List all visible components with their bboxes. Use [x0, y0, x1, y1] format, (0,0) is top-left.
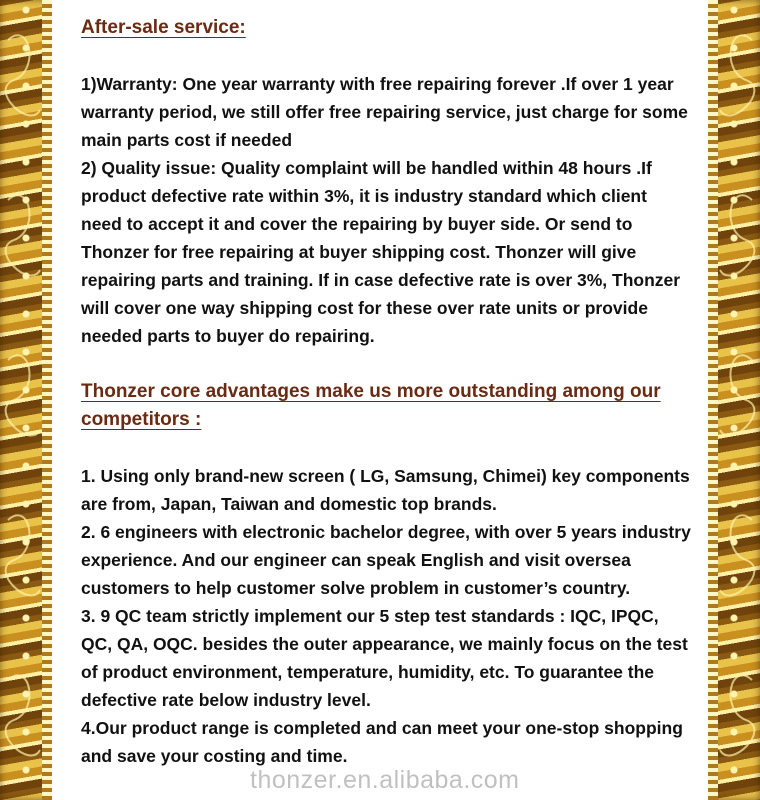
- spacer: [81, 350, 691, 378]
- after-sale-heading: After-sale service:: [81, 17, 246, 38]
- site-watermark: thonzer.en.alibaba.com: [250, 766, 520, 794]
- bead-border: [42, 0, 52, 800]
- advantage-item: 1. Using only brand-new screen ( LG, Samsung, Chimei) key components are from, Japan, Taiwan and domestic top brands.: [81, 466, 690, 514]
- warranty-paragraph: 1)Warranty: One year warranty with free repairing forever .If over 1 year warranty period, we still offer free repairing service, just charge for some main parts cost if needed: [81, 74, 688, 150]
- quality-issue-paragraph: 2) Quality issue: Quality complaint will be handled within 48 hours .If product defective rate within 3%, it is industry standard which client need to accept it and cover the repairing by buyer side. Or send to Thonzer for free repairing at buyer shipping cost. Thonzer will give repairing parts and training. If in case defective rate is over 3%, Thonzer will cover one way shipping cost for these over rate units or provide needed parts to buyer do repairing.: [81, 158, 681, 346]
- left-ornamental-frame: [0, 0, 52, 800]
- right-ornamental-frame: [708, 0, 760, 800]
- main-content: [81, 14, 691, 770]
- advantage-item: 3. 9 QC team strictly implement our 5 step test standards : IQC, IPQC, QC, QA, OQC. besides the outer appearance, we mainly focus on the test of product environment, temperature, humidity, etc. To guarantee the defective rate below industry level.: [81, 606, 688, 710]
- core-advantages-heading: Thonzer core advantages make us more outstanding among our competitors :: [81, 381, 661, 430]
- bead-border: [708, 0, 718, 800]
- advantage-item: 2. 6 engineers with electronic bachelor degree, with over 5 years industry experience. And our engineer can speak English and visit oversea customers to help customer solve problem in customer’s country.: [81, 522, 691, 598]
- spacer: [81, 42, 691, 70]
- spacer: [81, 434, 691, 462]
- advantage-item: 4.Our product range is completed and can meet your one-stop shopping and save your costing and time.: [81, 718, 683, 766]
